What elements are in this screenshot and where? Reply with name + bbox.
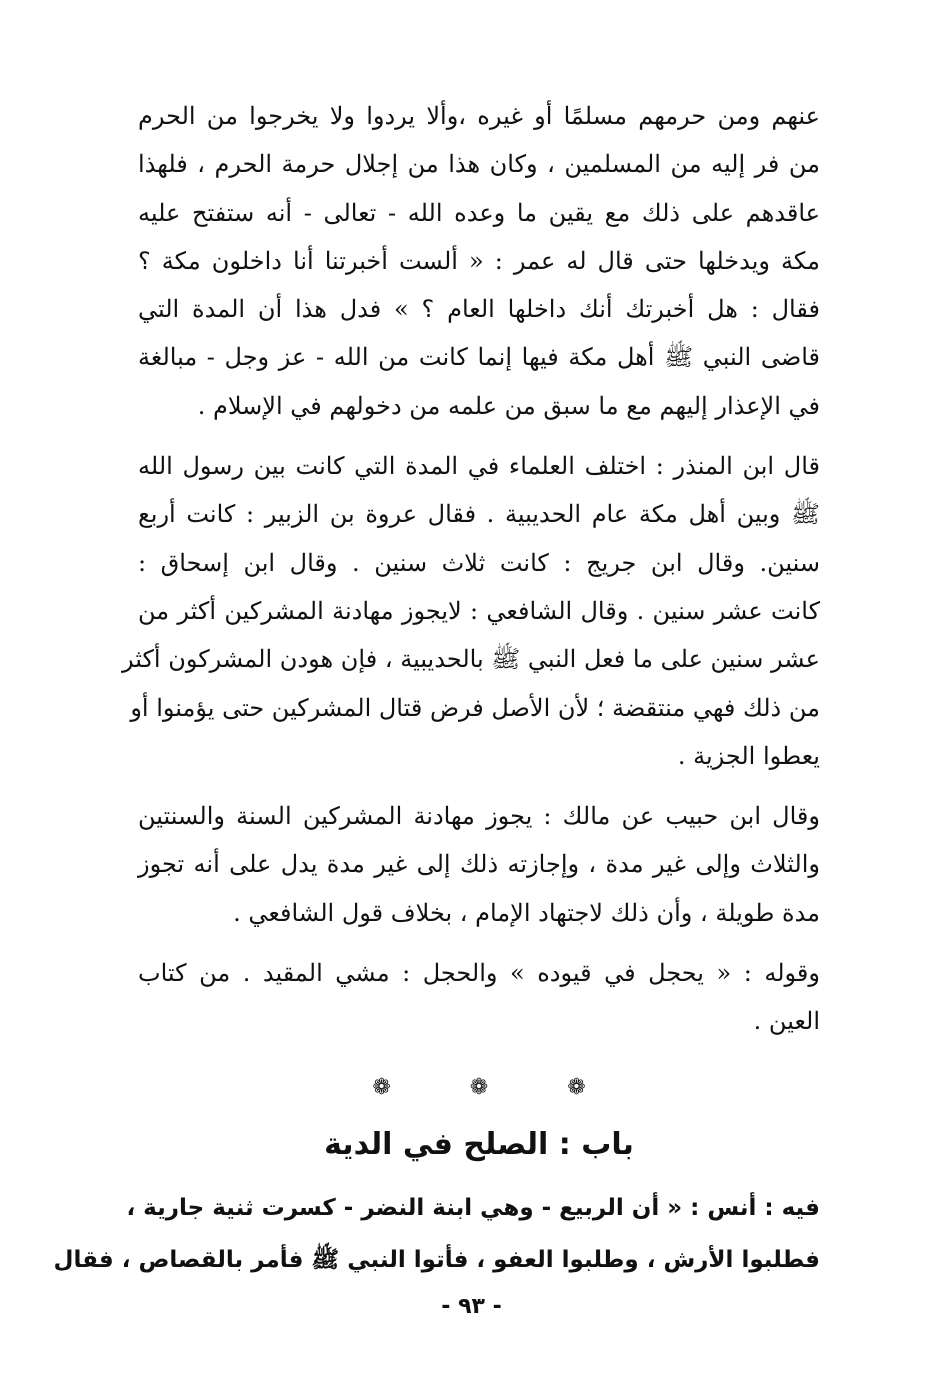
text-line: عشر سنين على ما فعل النبي ﷺ بالحديبية ، فإن هودن المشركون أكثر <box>122 645 820 674</box>
page-body <box>53 92 821 1286</box>
paragraph-4 <box>138 949 820 1046</box>
text-line: فيه : أنس : « أن الربيع - وهي ابنة النضر - كسرت ثنية جارية ، <box>126 1194 820 1221</box>
text-line: يعطوا الجزية . <box>677 741 820 770</box>
text-line: قال ابن المنذر : اختلف العلماء في المدة التي كانت بين رسول الله <box>138 452 820 481</box>
chapter-heading: باب : الصلح في الدية <box>324 1126 634 1162</box>
text-line: سنين. وقال ابن جريج : كانت ثلاث سنين . وقال ابن إسحاق : <box>138 548 820 577</box>
text-line: فطلبوا الأرش ، وطلبوا العفو ، فأتوا النبي ﷺ فأمر بالقصاص ، فقال <box>53 1246 820 1273</box>
star-ornament-icon: ❁ <box>567 1074 586 1100</box>
text-line: ﷺ وبين أهل مكة عام الحديبية . فقال عروة بن الزبير : كانت أربع <box>138 500 820 529</box>
text-line: في الإعذار إليهم مع ما سبق من علمه من دخولهم في الإسلام . <box>197 391 820 420</box>
paragraph-1 <box>138 92 820 430</box>
page-number: - ٩٣ - <box>441 1294 502 1319</box>
text-line: العين . <box>753 1007 820 1036</box>
text-line: عنهم ومن حرمهم مسلمًا أو غيره ،وألا يردوا ولا يخرجوا من الحرم <box>138 102 820 130</box>
text-line: كانت عشر سنين . وقال الشافعي : لايجوز مهادنة المشركين أكثر من <box>138 596 820 625</box>
star-ornament-icon: ❁ <box>372 1074 391 1100</box>
text-line: وقوله : « يحجل في قيوده » والحجل : مشي المقيد . من كتاب <box>138 959 820 988</box>
star-ornament-icon: ❁ <box>469 1074 489 1100</box>
paragraph-2 <box>122 442 820 780</box>
text-line: والثلاث وإلى غير مدة ، وإجازته ذلك إلى غير مدة يدل على أنه تجوز <box>138 850 820 879</box>
text-line: وقال ابن حبيب عن مالك : يجوز مهادنة المشركين السنة والسنتين <box>138 802 820 831</box>
text-line: فقال : هل أخبرتك أنك داخلها العام ؟ » فدل هذا أن المدة التي <box>138 295 820 324</box>
text-line: من فر إليه من المسلمين ، وكان هذا من إجلال حرمة الحرم ، فلهذا <box>138 150 821 179</box>
paragraph-3 <box>138 792 820 937</box>
text-line: من ذلك فهي منتقضة ؛ لأن الأصل فرض قتال المشركين حتى يؤمنوا أو <box>130 693 820 722</box>
hadith-paragraph <box>53 1182 820 1286</box>
paragraph-gap <box>138 937 820 949</box>
text-line: مكة ويدخلها حتى قال له عمر : « ألست أخبرتنا أنا داخلون مكة ؟ <box>138 246 820 275</box>
paragraph-gap <box>138 430 820 442</box>
section-separator <box>138 1068 820 1108</box>
paragraph-gap <box>138 780 820 792</box>
text-line: مدة طويلة ، وأن ذلك لاجتهاد الإمام ، بخلاف قول الشافعي . <box>233 898 820 927</box>
text-line: عاقدهم على ذلك مع يقين ما وعده الله - تعالى - أنه ستفتح عليه <box>138 198 820 227</box>
text-line: قاضى النبي ﷺ أهل مكة فيها إنما كانت من الله - عز وجل - مبالغة <box>138 343 820 372</box>
